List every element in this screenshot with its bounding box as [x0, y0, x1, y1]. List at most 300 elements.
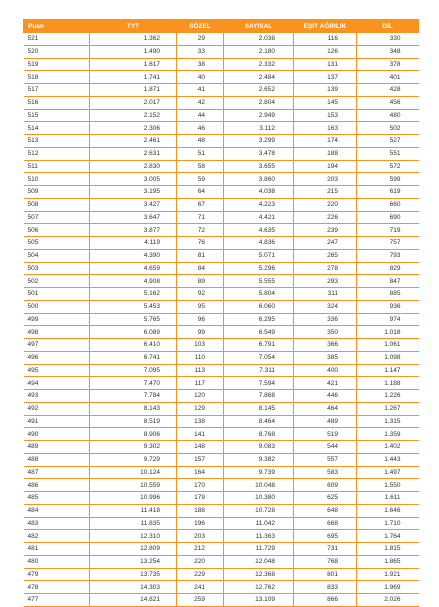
dil-cell: 1.402: [357, 441, 419, 454]
sozel-cell: 67: [177, 198, 224, 211]
table-row: [24, 109, 419, 122]
sayisal-cell: 9.382: [224, 453, 294, 466]
sozel-cell: 99: [177, 326, 224, 339]
esit-agirlik-cell: 544: [294, 441, 357, 454]
dil-cell: 1.497: [357, 466, 419, 479]
sayisal-cell: 11.729: [224, 543, 294, 556]
tyt-cell: 7.784: [90, 390, 177, 403]
tyt-cell: 1.490: [90, 45, 177, 58]
dil-cell: 378: [357, 58, 419, 71]
tyt-cell: 2.017: [90, 96, 177, 109]
table-row: [24, 249, 419, 262]
esit-agirlik-cell: 350: [294, 326, 357, 339]
esit-agirlik-cell: 489: [294, 415, 357, 428]
puan-cell: 511: [24, 160, 90, 173]
tyt-cell: 13.735: [90, 568, 177, 581]
sozel-cell: 129: [177, 402, 224, 415]
table-body: [24, 33, 419, 607]
table-row: [24, 186, 419, 199]
table-row: [24, 237, 419, 250]
sayisal-cell: 7.868: [224, 390, 294, 403]
dil-cell: 1.764: [357, 530, 419, 543]
sayisal-cell: 9.083: [224, 441, 294, 454]
table-row: [24, 364, 419, 377]
sozel-cell: 259: [177, 594, 224, 607]
tyt-cell: 1.362: [90, 33, 177, 46]
sayisal-cell: 7.054: [224, 351, 294, 364]
puan-cell: 477: [24, 594, 90, 607]
esit-agirlik-cell: 366: [294, 339, 357, 352]
table-row: [24, 262, 419, 275]
sozel-cell: 38: [177, 58, 224, 71]
tyt-cell: 6.741: [90, 351, 177, 364]
tyt-cell: 9.729: [90, 453, 177, 466]
esit-agirlik-cell: 336: [294, 313, 357, 326]
table-row: [24, 415, 419, 428]
dil-cell: 719: [357, 224, 419, 237]
puan-cell: 516: [24, 96, 90, 109]
dil-cell: 1.550: [357, 479, 419, 492]
sozel-cell: 89: [177, 275, 224, 288]
esit-agirlik-cell: 163: [294, 122, 357, 135]
esit-agirlik-cell: 695: [294, 530, 357, 543]
tyt-cell: 14.303: [90, 581, 177, 594]
table-row: [24, 147, 419, 160]
table-row: [24, 453, 419, 466]
esit-agirlik-cell: 220: [294, 198, 357, 211]
puan-cell: 502: [24, 275, 90, 288]
esit-agirlik-cell: 464: [294, 402, 357, 415]
puan-cell: 519: [24, 58, 90, 71]
header-sozel: SÖZEL: [177, 20, 224, 33]
sozel-cell: 103: [177, 339, 224, 352]
table-row: [24, 96, 419, 109]
esit-agirlik-cell: 153: [294, 109, 357, 122]
sozel-cell: 164: [177, 466, 224, 479]
sozel-cell: 117: [177, 377, 224, 390]
sozel-cell: 46: [177, 122, 224, 135]
esit-agirlik-cell: 768: [294, 555, 357, 568]
puan-cell: 493: [24, 390, 90, 403]
esit-agirlik-cell: 131: [294, 58, 357, 71]
esit-agirlik-cell: 215: [294, 186, 357, 199]
table-row: [24, 594, 419, 607]
dil-cell: 1.710: [357, 517, 419, 530]
table-row: [24, 543, 419, 556]
sayisal-cell: 3.299: [224, 135, 294, 148]
tyt-cell: 1.741: [90, 71, 177, 84]
sayisal-cell: 6.295: [224, 313, 294, 326]
tyt-cell: 2.461: [90, 135, 177, 148]
esit-agirlik-cell: 139: [294, 84, 357, 97]
sayisal-cell: 5.804: [224, 288, 294, 301]
esit-agirlik-cell: 421: [294, 377, 357, 390]
puan-cell: 487: [24, 466, 90, 479]
tyt-cell: 10.996: [90, 492, 177, 505]
esit-agirlik-cell: 446: [294, 390, 357, 403]
esit-agirlik-cell: 126: [294, 45, 357, 58]
sayisal-cell: 5.071: [224, 249, 294, 262]
sayisal-cell: 2.949: [224, 109, 294, 122]
table-row: [24, 517, 419, 530]
sozel-cell: 84: [177, 262, 224, 275]
puan-cell: 503: [24, 262, 90, 275]
sayisal-cell: 4.223: [224, 198, 294, 211]
table-row: [24, 555, 419, 568]
table-row: [24, 211, 419, 224]
esit-agirlik-cell: 648: [294, 504, 357, 517]
dil-cell: 1.267: [357, 402, 419, 415]
sozel-cell: 95: [177, 300, 224, 313]
tyt-cell: 5.765: [90, 313, 177, 326]
sozel-cell: 81: [177, 249, 224, 262]
esit-agirlik-cell: 625: [294, 492, 357, 505]
sozel-cell: 138: [177, 415, 224, 428]
table-row: [24, 45, 419, 58]
sozel-cell: 42: [177, 96, 224, 109]
dil-cell: 829: [357, 262, 419, 275]
puan-cell: 521: [24, 33, 90, 46]
tyt-cell: 9.302: [90, 441, 177, 454]
sozel-cell: 179: [177, 492, 224, 505]
table-row: [24, 479, 419, 492]
tyt-cell: 2.306: [90, 122, 177, 135]
dil-cell: 572: [357, 160, 419, 173]
esit-agirlik-cell: 174: [294, 135, 357, 148]
tyt-cell: 8.519: [90, 415, 177, 428]
dil-cell: 2.026: [357, 594, 419, 607]
sozel-cell: 59: [177, 173, 224, 186]
puan-cell: 490: [24, 428, 90, 441]
sayisal-cell: 4.836: [224, 237, 294, 250]
puan-cell: 483: [24, 517, 90, 530]
esit-agirlik-cell: 519: [294, 428, 357, 441]
sayisal-cell: 11.042: [224, 517, 294, 530]
puan-cell: 518: [24, 71, 90, 84]
sayisal-cell: 13.109: [224, 594, 294, 607]
table-row: [24, 428, 419, 441]
sozel-cell: 157: [177, 453, 224, 466]
table-header-row: [24, 20, 419, 33]
sozel-cell: 141: [177, 428, 224, 441]
tyt-cell: 11.835: [90, 517, 177, 530]
esit-agirlik-cell: 194: [294, 160, 357, 173]
sozel-cell: 51: [177, 147, 224, 160]
sayisal-cell: 5.296: [224, 262, 294, 275]
header-dil: DİL: [357, 20, 419, 33]
tyt-cell: 6.089: [90, 326, 177, 339]
table-row: [24, 300, 419, 313]
puan-cell: 498: [24, 326, 90, 339]
tyt-cell: 4.659: [90, 262, 177, 275]
tyt-cell: 10.559: [90, 479, 177, 492]
sayisal-cell: 3.655: [224, 160, 294, 173]
esit-agirlik-cell: 188: [294, 147, 357, 160]
puan-cell: 488: [24, 453, 90, 466]
puan-cell: 496: [24, 351, 90, 364]
sayisal-cell: 3.112: [224, 122, 294, 135]
puan-cell: 512: [24, 147, 90, 160]
sozel-cell: 96: [177, 313, 224, 326]
dil-cell: 885: [357, 288, 419, 301]
puan-cell: 479: [24, 568, 90, 581]
puan-cell: 481: [24, 543, 90, 556]
puan-cell: 491: [24, 415, 90, 428]
esit-agirlik-cell: 385: [294, 351, 357, 364]
sayisal-cell: 6.791: [224, 339, 294, 352]
esit-agirlik-cell: 278: [294, 262, 357, 275]
esit-agirlik-cell: 668: [294, 517, 357, 530]
esit-agirlik-cell: 203: [294, 173, 357, 186]
puan-cell: 484: [24, 504, 90, 517]
tyt-cell: 5.453: [90, 300, 177, 313]
sayisal-cell: 10.380: [224, 492, 294, 505]
table-row: [24, 326, 419, 339]
dil-cell: 793: [357, 249, 419, 262]
dil-cell: 1.226: [357, 390, 419, 403]
table-row: [24, 351, 419, 364]
sozel-cell: 64: [177, 186, 224, 199]
puan-cell: 482: [24, 530, 90, 543]
sozel-cell: 241: [177, 581, 224, 594]
table-row: [24, 466, 419, 479]
dil-cell: 1.865: [357, 555, 419, 568]
table-row: [24, 390, 419, 403]
esit-agirlik-cell: 609: [294, 479, 357, 492]
tyt-cell: 3.647: [90, 211, 177, 224]
tyt-cell: 2.830: [90, 160, 177, 173]
tyt-cell: 1.617: [90, 58, 177, 71]
table-row: [24, 492, 419, 505]
esit-agirlik-cell: 137: [294, 71, 357, 84]
puan-cell: 517: [24, 84, 90, 97]
tyt-cell: 1.871: [90, 84, 177, 97]
sayisal-cell: 12.368: [224, 568, 294, 581]
sayisal-cell: 7.311: [224, 364, 294, 377]
sayisal-cell: 12.048: [224, 555, 294, 568]
puan-cell: 513: [24, 135, 90, 148]
table-row: [24, 198, 419, 211]
sayisal-cell: 10.048: [224, 479, 294, 492]
tyt-cell: 4.908: [90, 275, 177, 288]
sayisal-cell: 12.762: [224, 581, 294, 594]
dil-cell: 660: [357, 198, 419, 211]
esit-agirlik-cell: 833: [294, 581, 357, 594]
esit-agirlik-cell: 866: [294, 594, 357, 607]
dil-cell: 1.443: [357, 453, 419, 466]
tyt-cell: 3.005: [90, 173, 177, 186]
esit-agirlik-cell: 293: [294, 275, 357, 288]
sayisal-cell: 4.421: [224, 211, 294, 224]
sozel-cell: 71: [177, 211, 224, 224]
puan-cell: 500: [24, 300, 90, 313]
sayisal-cell: 2.332: [224, 58, 294, 71]
sayisal-cell: 2.180: [224, 45, 294, 58]
sozel-cell: 148: [177, 441, 224, 454]
dil-cell: 1.098: [357, 351, 419, 364]
dil-cell: 1.061: [357, 339, 419, 352]
tyt-cell: 12.809: [90, 543, 177, 556]
table-row: [24, 530, 419, 543]
table-row: [24, 441, 419, 454]
dil-cell: 527: [357, 135, 419, 148]
sayisal-cell: 3.478: [224, 147, 294, 160]
sozel-cell: 220: [177, 555, 224, 568]
dil-cell: 1.315: [357, 415, 419, 428]
esit-agirlik-cell: 239: [294, 224, 357, 237]
score-ranking-table: [23, 19, 419, 607]
tyt-cell: 3.195: [90, 186, 177, 199]
puan-cell: 489: [24, 441, 90, 454]
sayisal-cell: 3.860: [224, 173, 294, 186]
dil-cell: 1.188: [357, 377, 419, 390]
table-row: [24, 377, 419, 390]
sozel-cell: 44: [177, 109, 224, 122]
dil-cell: 1.646: [357, 504, 419, 517]
puan-cell: 505: [24, 237, 90, 250]
sozel-cell: 58: [177, 160, 224, 173]
dil-cell: 401: [357, 71, 419, 84]
dil-cell: 428: [357, 84, 419, 97]
puan-cell: 506: [24, 224, 90, 237]
sozel-cell: 170: [177, 479, 224, 492]
table-row: [24, 288, 419, 301]
sozel-cell: 92: [177, 288, 224, 301]
sozel-cell: 229: [177, 568, 224, 581]
sayisal-cell: 11.363: [224, 530, 294, 543]
tyt-cell: 4.119: [90, 237, 177, 250]
table-row: [24, 33, 419, 46]
sozel-cell: 76: [177, 237, 224, 250]
tyt-cell: 4.390: [90, 249, 177, 262]
sozel-cell: 29: [177, 33, 224, 46]
puan-cell: 480: [24, 555, 90, 568]
sayisal-cell: 4.635: [224, 224, 294, 237]
tyt-cell: 2.631: [90, 147, 177, 160]
puan-cell: 485: [24, 492, 90, 505]
sozel-cell: 110: [177, 351, 224, 364]
esit-agirlik-cell: 400: [294, 364, 357, 377]
tyt-cell: 13.254: [90, 555, 177, 568]
sayisal-cell: 10.728: [224, 504, 294, 517]
puan-cell: 486: [24, 479, 90, 492]
tyt-cell: 5.162: [90, 288, 177, 301]
sozel-cell: 113: [177, 364, 224, 377]
sayisal-cell: 8.768: [224, 428, 294, 441]
puan-cell: 508: [24, 198, 90, 211]
table-row: [24, 173, 419, 186]
table-row: [24, 224, 419, 237]
esit-agirlik-cell: 116: [294, 33, 357, 46]
dil-cell: 330: [357, 33, 419, 46]
header-esit-agirlik: EŞİT AĞIRLIK: [294, 20, 357, 33]
tyt-cell: 12.310: [90, 530, 177, 543]
table-row: [24, 135, 419, 148]
header-tyt: TYT: [90, 20, 177, 33]
puan-cell: 510: [24, 173, 90, 186]
dil-cell: 936: [357, 300, 419, 313]
tyt-cell: 8.906: [90, 428, 177, 441]
dil-cell: 480: [357, 109, 419, 122]
dil-cell: 1.147: [357, 364, 419, 377]
sozel-cell: 196: [177, 517, 224, 530]
table-row: [24, 71, 419, 84]
dil-cell: 551: [357, 147, 419, 160]
puan-cell: 497: [24, 339, 90, 352]
dil-cell: 619: [357, 186, 419, 199]
puan-cell: 494: [24, 377, 90, 390]
esit-agirlik-cell: 801: [294, 568, 357, 581]
puan-cell: 478: [24, 581, 90, 594]
sayisal-cell: 8.464: [224, 415, 294, 428]
sozel-cell: 33: [177, 45, 224, 58]
puan-cell: 515: [24, 109, 90, 122]
table-row: [24, 339, 419, 352]
sozel-cell: 212: [177, 543, 224, 556]
sayisal-cell: 5.555: [224, 275, 294, 288]
table-row: [24, 160, 419, 173]
table-row: [24, 122, 419, 135]
dil-cell: 757: [357, 237, 419, 250]
table-row: [24, 402, 419, 415]
puan-cell: 507: [24, 211, 90, 224]
sayisal-cell: 6.060: [224, 300, 294, 313]
puan-cell: 514: [24, 122, 90, 135]
puan-cell: 495: [24, 364, 90, 377]
sayisal-cell: 2.652: [224, 84, 294, 97]
tyt-cell: 8.143: [90, 402, 177, 415]
tyt-cell: 3.877: [90, 224, 177, 237]
sayisal-cell: 2.484: [224, 71, 294, 84]
esit-agirlik-cell: 311: [294, 288, 357, 301]
sozel-cell: 41: [177, 84, 224, 97]
dil-cell: 456: [357, 96, 419, 109]
dil-cell: 1.359: [357, 428, 419, 441]
sayisal-cell: 2.038: [224, 33, 294, 46]
sozel-cell: 120: [177, 390, 224, 403]
sozel-cell: 72: [177, 224, 224, 237]
header-sayisal: SAYISAL: [224, 20, 294, 33]
tyt-cell: 14.821: [90, 594, 177, 607]
table-row: [24, 581, 419, 594]
dil-cell: 1.815: [357, 543, 419, 556]
esit-agirlik-cell: 226: [294, 211, 357, 224]
esit-agirlik-cell: 583: [294, 466, 357, 479]
puan-cell: 504: [24, 249, 90, 262]
header-puan: Puan: [24, 20, 90, 33]
puan-cell: 509: [24, 186, 90, 199]
tyt-cell: 6.410: [90, 339, 177, 352]
sozel-cell: 40: [177, 71, 224, 84]
dil-cell: 1.018: [357, 326, 419, 339]
sayisal-cell: 7.594: [224, 377, 294, 390]
puan-cell: 499: [24, 313, 90, 326]
table-row: [24, 275, 419, 288]
puan-cell: 501: [24, 288, 90, 301]
dil-cell: 974: [357, 313, 419, 326]
sozel-cell: 48: [177, 135, 224, 148]
tyt-cell: 7.470: [90, 377, 177, 390]
esit-agirlik-cell: 145: [294, 96, 357, 109]
dil-cell: 348: [357, 45, 419, 58]
tyt-cell: 3.427: [90, 198, 177, 211]
tyt-cell: 10.124: [90, 466, 177, 479]
tyt-cell: 2.152: [90, 109, 177, 122]
esit-agirlik-cell: 731: [294, 543, 357, 556]
sayisal-cell: 2.804: [224, 96, 294, 109]
sayisal-cell: 8.145: [224, 402, 294, 415]
sayisal-cell: 9.739: [224, 466, 294, 479]
